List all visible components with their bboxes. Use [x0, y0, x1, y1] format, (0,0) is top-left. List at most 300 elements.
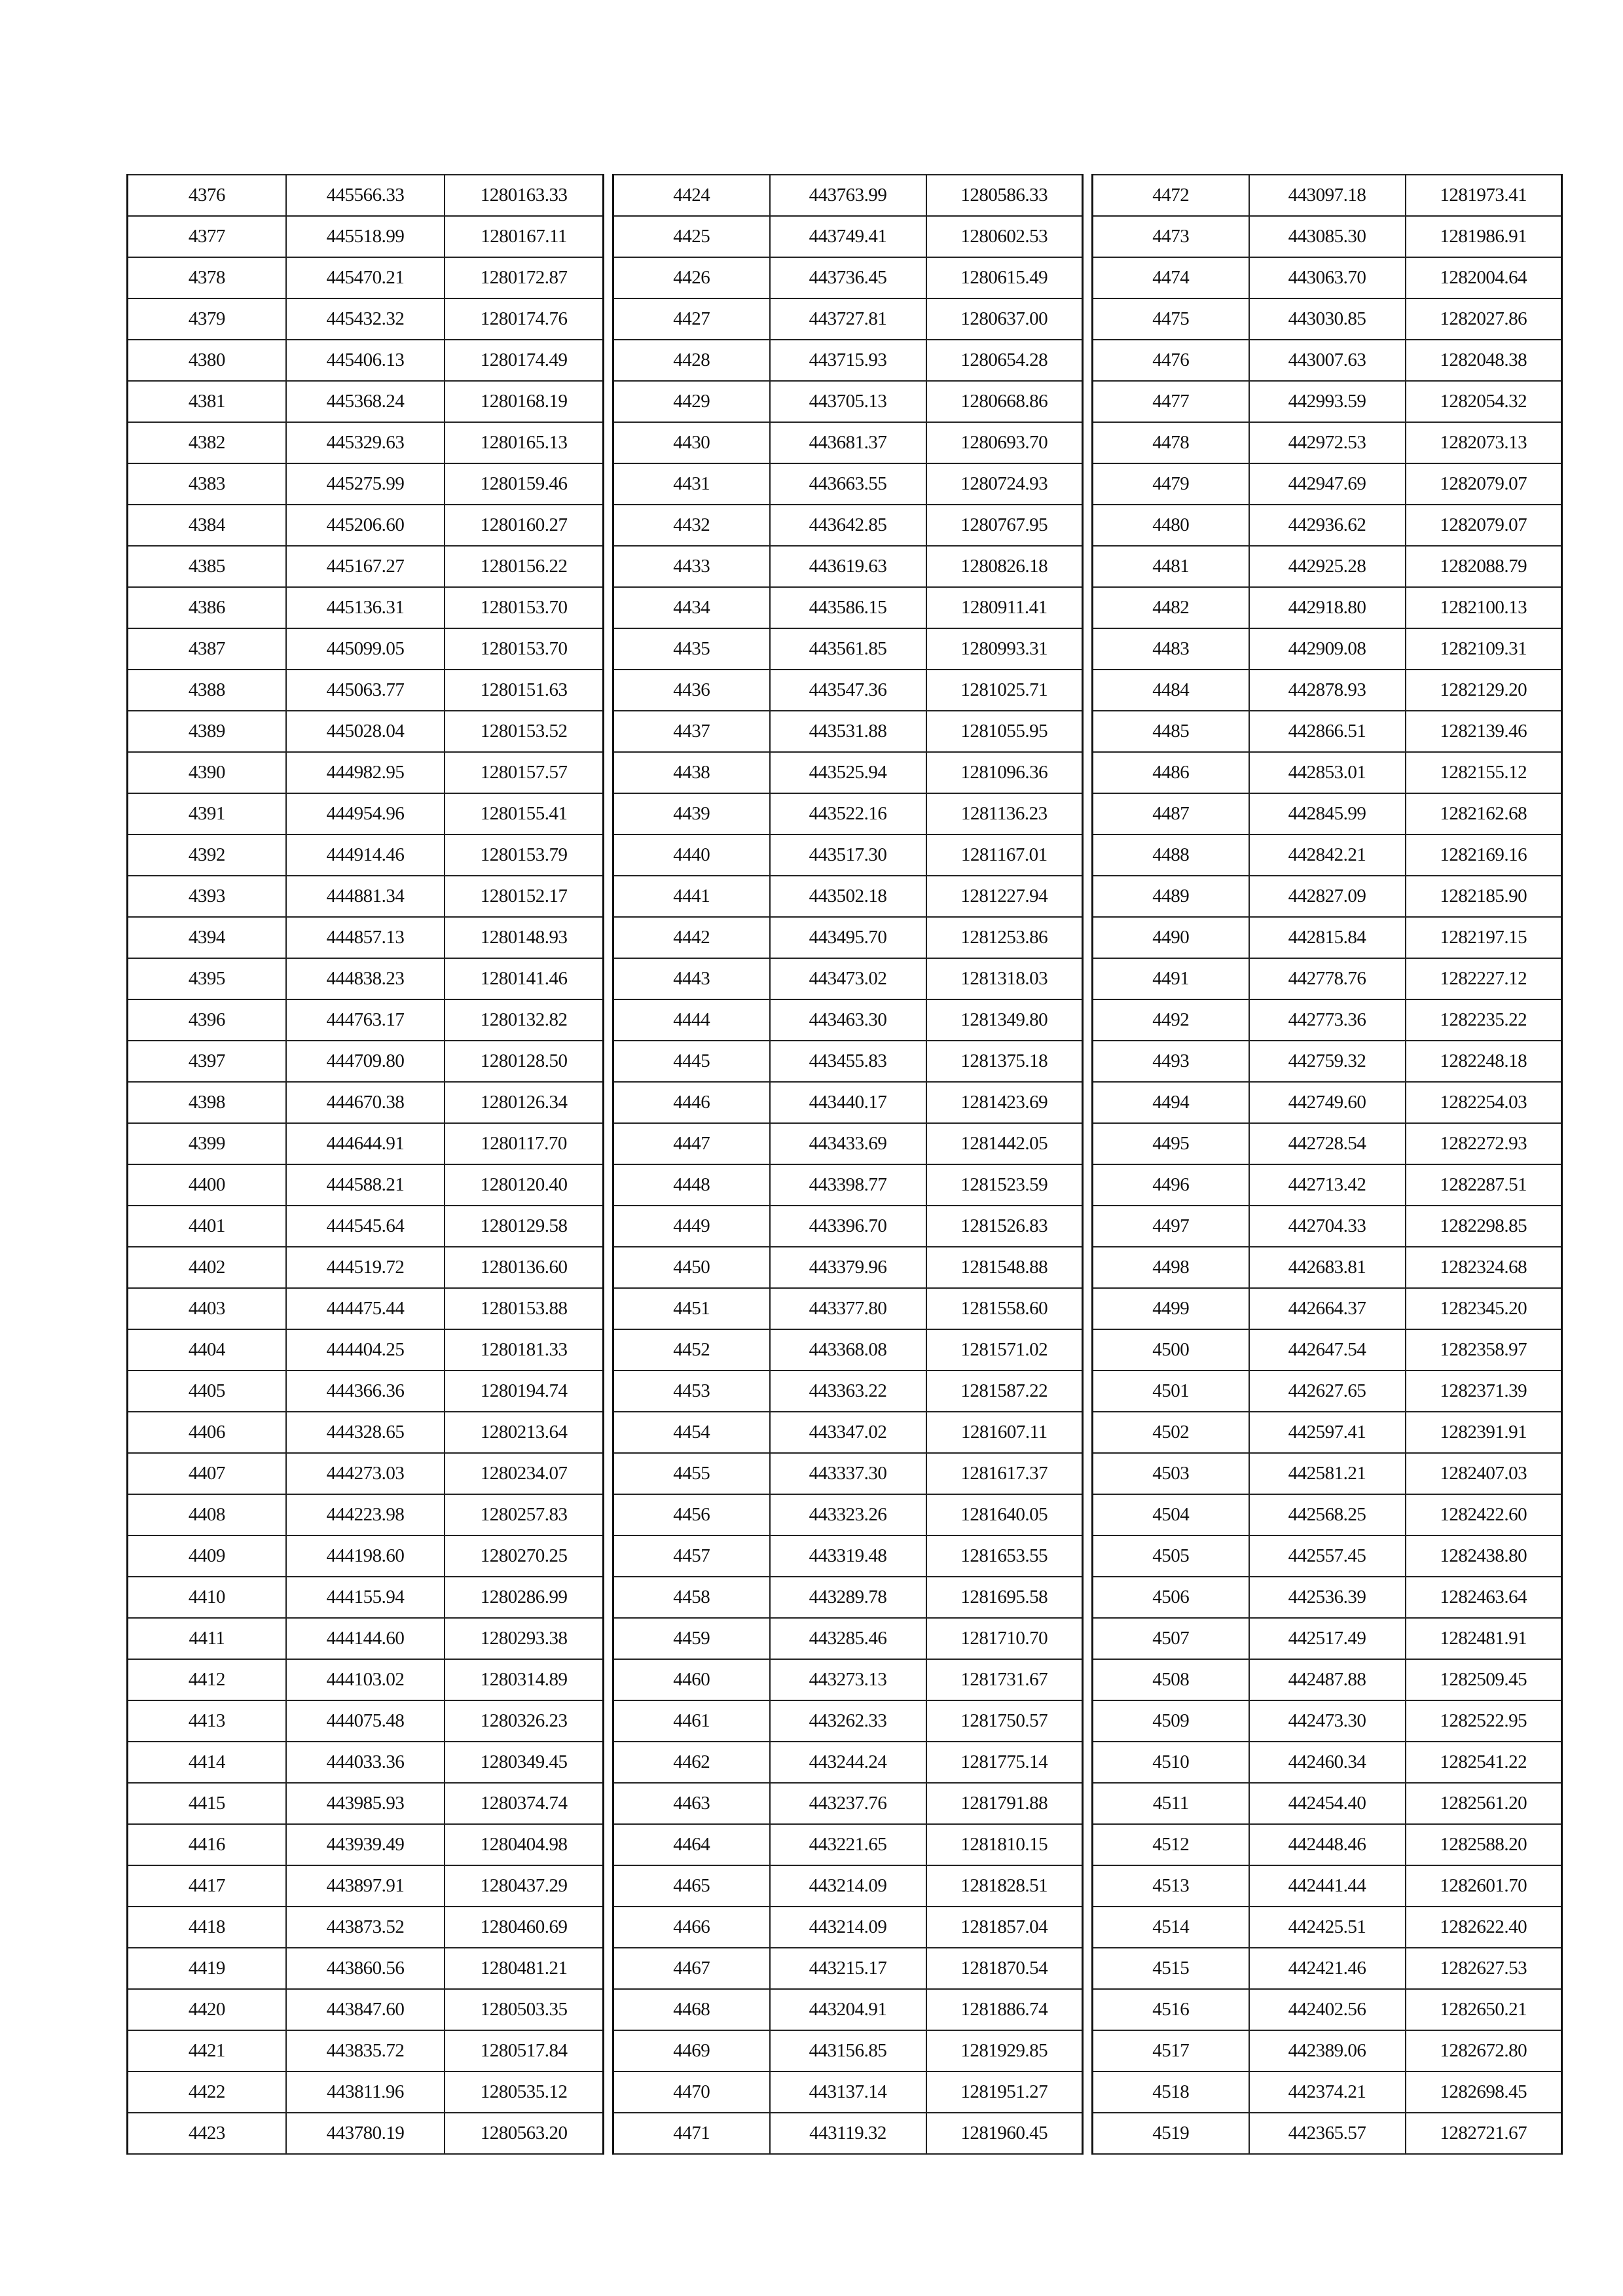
- table-row: [613, 1206, 1083, 1247]
- y-coordinate-cell: 1282407.03: [1406, 1453, 1562, 1494]
- x-coordinate-cell: 443085.30: [1249, 216, 1406, 257]
- table-row: [1093, 2072, 1562, 2113]
- y-coordinate-cell: 1280563.20: [445, 2113, 603, 2154]
- x-coordinate-cell: 443939.49: [286, 1824, 445, 1865]
- point-number-cell: 4508: [1093, 1659, 1249, 1700]
- point-number-cell: 4440: [613, 834, 770, 876]
- y-coordinate-cell: 1282627.53: [1406, 1948, 1562, 1989]
- y-coordinate-cell: 1282561.20: [1406, 1783, 1562, 1824]
- y-coordinate-cell: 1282481.91: [1406, 1618, 1562, 1659]
- x-coordinate-cell: 444670.38: [286, 1082, 445, 1123]
- y-coordinate-cell: 1280270.25: [445, 1535, 603, 1577]
- table-row: [1093, 958, 1562, 999]
- table-row: [613, 505, 1083, 546]
- point-number-cell: 4481: [1093, 546, 1249, 587]
- point-number-cell: 4414: [128, 1742, 286, 1783]
- table-row: [128, 1577, 604, 1618]
- x-coordinate-cell: 443525.94: [770, 752, 926, 793]
- x-coordinate-cell: 444273.03: [286, 1453, 445, 1494]
- table-row: [1093, 381, 1562, 422]
- table-row: [613, 1329, 1083, 1371]
- point-number-cell: 4472: [1093, 175, 1249, 216]
- y-coordinate-cell: 1280213.64: [445, 1412, 603, 1453]
- point-number-cell: 4381: [128, 381, 286, 422]
- point-number-cell: 4396: [128, 999, 286, 1041]
- table-row: [1093, 175, 1562, 216]
- x-coordinate-cell: 445470.21: [286, 257, 445, 298]
- y-coordinate-cell: 1280911.41: [926, 587, 1083, 628]
- y-coordinate-cell: 1281886.74: [926, 1989, 1083, 2030]
- x-coordinate-cell: 443273.13: [770, 1659, 926, 1700]
- point-number-cell: 4403: [128, 1288, 286, 1329]
- x-coordinate-cell: 445063.77: [286, 670, 445, 711]
- point-number-cell: 4484: [1093, 670, 1249, 711]
- y-coordinate-cell: 1280129.58: [445, 1206, 603, 1247]
- x-coordinate-cell: 445566.33: [286, 175, 445, 216]
- table-row: [613, 1577, 1083, 1618]
- y-coordinate-cell: 1281253.86: [926, 917, 1083, 958]
- y-coordinate-cell: 1280767.95: [926, 505, 1083, 546]
- x-coordinate-cell: 443347.02: [770, 1412, 926, 1453]
- table-row: [613, 1907, 1083, 1948]
- point-number-cell: 4439: [613, 793, 770, 834]
- y-coordinate-cell: 1280174.76: [445, 298, 603, 340]
- point-number-cell: 4518: [1093, 2072, 1249, 2113]
- table-row: [128, 340, 604, 381]
- x-coordinate-cell: 443860.56: [286, 1948, 445, 1989]
- point-number-cell: 4489: [1093, 876, 1249, 917]
- point-number-cell: 4467: [613, 1948, 770, 1989]
- y-coordinate-cell: 1281810.15: [926, 1824, 1083, 1865]
- point-number-cell: 4392: [128, 834, 286, 876]
- y-coordinate-cell: 1282169.16: [1406, 834, 1562, 876]
- x-coordinate-cell: 443319.48: [770, 1535, 926, 1577]
- point-number-cell: 4424: [613, 175, 770, 216]
- point-number-cell: 4384: [128, 505, 286, 546]
- y-coordinate-cell: 1281349.80: [926, 999, 1083, 1041]
- x-coordinate-cell: 442925.28: [1249, 546, 1406, 587]
- table-row: [613, 1742, 1083, 1783]
- y-coordinate-cell: 1280152.17: [445, 876, 603, 917]
- table-row: [1093, 463, 1562, 505]
- y-coordinate-cell: 1280535.12: [445, 2072, 603, 2113]
- table-row: [128, 175, 604, 216]
- y-coordinate-cell: 1282155.12: [1406, 752, 1562, 793]
- point-number-cell: 4468: [613, 1989, 770, 2030]
- x-coordinate-cell: 444155.94: [286, 1577, 445, 1618]
- table-row: [128, 1659, 604, 1700]
- point-number-cell: 4517: [1093, 2030, 1249, 2072]
- x-coordinate-cell: 442647.54: [1249, 1329, 1406, 1371]
- x-coordinate-cell: 442536.39: [1249, 1577, 1406, 1618]
- table-row: [613, 1288, 1083, 1329]
- table-row: [128, 1907, 604, 1948]
- point-number-cell: 4471: [613, 2113, 770, 2154]
- point-number-cell: 4492: [1093, 999, 1249, 1041]
- x-coordinate-cell: 443705.13: [770, 381, 926, 422]
- point-number-cell: 4380: [128, 340, 286, 381]
- x-coordinate-cell: 443763.99: [770, 175, 926, 216]
- y-coordinate-cell: 1282509.45: [1406, 1659, 1562, 1700]
- table-row: [1093, 422, 1562, 463]
- table-row: [613, 1164, 1083, 1206]
- x-coordinate-cell: 443780.19: [286, 2113, 445, 2154]
- point-number-cell: 4459: [613, 1618, 770, 1659]
- x-coordinate-cell: 443156.85: [770, 2030, 926, 2072]
- x-coordinate-cell: 444644.91: [286, 1123, 445, 1164]
- y-coordinate-cell: 1282622.40: [1406, 1907, 1562, 1948]
- y-coordinate-cell: 1281750.57: [926, 1700, 1083, 1742]
- y-coordinate-cell: 1281731.67: [926, 1659, 1083, 1700]
- point-number-cell: 4399: [128, 1123, 286, 1164]
- table-row: [613, 216, 1083, 257]
- table-row: [613, 1865, 1083, 1907]
- point-number-cell: 4389: [128, 711, 286, 752]
- y-coordinate-cell: 1280314.89: [445, 1659, 603, 1700]
- y-coordinate-cell: 1282698.45: [1406, 2072, 1562, 2113]
- x-coordinate-cell: 443517.30: [770, 834, 926, 876]
- point-number-cell: 4417: [128, 1865, 286, 1907]
- x-coordinate-cell: 442936.62: [1249, 505, 1406, 546]
- x-coordinate-cell: 442749.60: [1249, 1082, 1406, 1123]
- point-number-cell: 4431: [613, 463, 770, 505]
- y-coordinate-cell: 1280654.28: [926, 340, 1083, 381]
- y-coordinate-cell: 1282027.86: [1406, 298, 1562, 340]
- x-coordinate-cell: 443433.69: [770, 1123, 926, 1164]
- y-coordinate-cell: 1282235.22: [1406, 999, 1562, 1041]
- y-coordinate-cell: 1281775.14: [926, 1742, 1083, 1783]
- table-row: [1093, 1123, 1562, 1164]
- x-coordinate-cell: 444075.48: [286, 1700, 445, 1742]
- y-coordinate-cell: 1280481.21: [445, 1948, 603, 1989]
- x-coordinate-cell: 443663.55: [770, 463, 926, 505]
- y-coordinate-cell: 1281548.88: [926, 1247, 1083, 1288]
- y-coordinate-cell: 1280132.82: [445, 999, 603, 1041]
- point-number-cell: 4505: [1093, 1535, 1249, 1577]
- table-row: [613, 1453, 1083, 1494]
- point-number-cell: 4407: [128, 1453, 286, 1494]
- x-coordinate-cell: 442778.76: [1249, 958, 1406, 999]
- y-coordinate-cell: 1280586.33: [926, 175, 1083, 216]
- table-row: [1093, 1618, 1562, 1659]
- y-coordinate-cell: 1281055.95: [926, 711, 1083, 752]
- table-row: [1093, 546, 1562, 587]
- point-number-cell: 4494: [1093, 1082, 1249, 1123]
- point-number-cell: 4469: [613, 2030, 770, 2072]
- point-number-cell: 4461: [613, 1700, 770, 1742]
- point-number-cell: 4427: [613, 298, 770, 340]
- point-number-cell: 4455: [613, 1453, 770, 1494]
- x-coordinate-cell: 444588.21: [286, 1164, 445, 1206]
- x-coordinate-cell: 442972.53: [1249, 422, 1406, 463]
- y-coordinate-cell: 1280141.46: [445, 958, 603, 999]
- point-number-cell: 4445: [613, 1041, 770, 1082]
- y-coordinate-cell: 1280126.34: [445, 1082, 603, 1123]
- table-row: [1093, 216, 1562, 257]
- table-row: [128, 834, 604, 876]
- x-coordinate-cell: 444366.36: [286, 1371, 445, 1412]
- x-coordinate-cell: 443440.17: [770, 1082, 926, 1123]
- table-row: [1093, 1164, 1562, 1206]
- x-coordinate-cell: 442627.65: [1249, 1371, 1406, 1412]
- y-coordinate-cell: 1281791.88: [926, 1783, 1083, 1824]
- point-number-cell: 4488: [1093, 834, 1249, 876]
- y-coordinate-cell: 1282004.64: [1406, 257, 1562, 298]
- x-coordinate-cell: 444982.95: [286, 752, 445, 793]
- point-number-cell: 4497: [1093, 1206, 1249, 1247]
- table-row: [1093, 1453, 1562, 1494]
- table-row: [613, 381, 1083, 422]
- y-coordinate-cell: 1281617.37: [926, 1453, 1083, 1494]
- point-number-cell: 4382: [128, 422, 286, 463]
- x-coordinate-cell: 442441.44: [1249, 1865, 1406, 1907]
- point-number-cell: 4420: [128, 1989, 286, 2030]
- point-number-cell: 4406: [128, 1412, 286, 1453]
- x-coordinate-cell: 444709.80: [286, 1041, 445, 1082]
- x-coordinate-cell: 442454.40: [1249, 1783, 1406, 1824]
- y-coordinate-cell: 1280234.07: [445, 1453, 603, 1494]
- y-coordinate-cell: 1281136.23: [926, 793, 1083, 834]
- table-row: [128, 876, 604, 917]
- y-coordinate-cell: 1280293.38: [445, 1618, 603, 1659]
- table-row: [128, 1123, 604, 1164]
- x-coordinate-cell: 443642.85: [770, 505, 926, 546]
- point-number-cell: 4503: [1093, 1453, 1249, 1494]
- point-number-cell: 4418: [128, 1907, 286, 1948]
- x-coordinate-cell: 443531.88: [770, 711, 926, 752]
- x-coordinate-cell: 442759.32: [1249, 1041, 1406, 1082]
- x-coordinate-cell: 443847.60: [286, 1989, 445, 2030]
- x-coordinate-cell: 445136.31: [286, 587, 445, 628]
- x-coordinate-cell: 443214.09: [770, 1907, 926, 1948]
- table-row: [1093, 752, 1562, 793]
- table-row: [128, 1371, 604, 1412]
- point-number-cell: 4386: [128, 587, 286, 628]
- y-coordinate-cell: 1280826.18: [926, 546, 1083, 587]
- x-coordinate-cell: 444328.65: [286, 1412, 445, 1453]
- y-coordinate-cell: 1280326.23: [445, 1700, 603, 1742]
- table-row: [128, 1288, 604, 1329]
- y-coordinate-cell: 1282463.64: [1406, 1577, 1562, 1618]
- x-coordinate-cell: 444519.72: [286, 1247, 445, 1288]
- x-coordinate-cell: 442402.56: [1249, 1989, 1406, 2030]
- x-coordinate-cell: 445206.60: [286, 505, 445, 546]
- y-coordinate-cell: 1281025.71: [926, 670, 1083, 711]
- point-number-cell: 4450: [613, 1247, 770, 1288]
- y-coordinate-cell: 1282079.07: [1406, 505, 1562, 546]
- y-coordinate-cell: 1282162.68: [1406, 793, 1562, 834]
- coordinate-table: [126, 174, 604, 2155]
- x-coordinate-cell: 444223.98: [286, 1494, 445, 1535]
- x-coordinate-cell: 443244.24: [770, 1742, 926, 1783]
- point-number-cell: 4436: [613, 670, 770, 711]
- point-number-cell: 4401: [128, 1206, 286, 1247]
- table-row: [613, 1371, 1083, 1412]
- table-row: [613, 1535, 1083, 1577]
- point-number-cell: 4500: [1093, 1329, 1249, 1371]
- x-coordinate-cell: 443897.91: [286, 1865, 445, 1907]
- point-number-cell: 4394: [128, 917, 286, 958]
- x-coordinate-cell: 442909.08: [1249, 628, 1406, 670]
- point-number-cell: 4441: [613, 876, 770, 917]
- point-number-cell: 4432: [613, 505, 770, 546]
- table-row: [1093, 1783, 1562, 1824]
- table-row: [128, 1206, 604, 1247]
- y-coordinate-cell: 1281571.02: [926, 1329, 1083, 1371]
- y-coordinate-cell: 1281929.85: [926, 2030, 1083, 2072]
- y-coordinate-cell: 1282522.95: [1406, 1700, 1562, 1742]
- y-coordinate-cell: 1280153.52: [445, 711, 603, 752]
- x-coordinate-cell: 443285.46: [770, 1618, 926, 1659]
- y-coordinate-cell: 1281640.05: [926, 1494, 1083, 1535]
- y-coordinate-cell: 1280668.86: [926, 381, 1083, 422]
- y-coordinate-cell: 1282248.18: [1406, 1041, 1562, 1082]
- point-number-cell: 4453: [613, 1371, 770, 1412]
- table-row: [128, 752, 604, 793]
- point-number-cell: 4458: [613, 1577, 770, 1618]
- point-number-cell: 4464: [613, 1824, 770, 1865]
- y-coordinate-cell: 1282254.03: [1406, 1082, 1562, 1123]
- x-coordinate-cell: 443215.17: [770, 1948, 926, 1989]
- y-coordinate-cell: 1282272.93: [1406, 1123, 1562, 1164]
- x-coordinate-cell: 442460.34: [1249, 1742, 1406, 1783]
- x-coordinate-cell: 442374.21: [1249, 2072, 1406, 2113]
- table-row: [128, 1865, 604, 1907]
- table-row: [1093, 1865, 1562, 1907]
- table-row: [128, 1989, 604, 2030]
- table-row: [128, 2113, 604, 2154]
- table-row: [1093, 1742, 1562, 1783]
- y-coordinate-cell: 1280165.13: [445, 422, 603, 463]
- table-row: [128, 505, 604, 546]
- table-row: [613, 1494, 1083, 1535]
- table-row: [128, 2030, 604, 2072]
- y-coordinate-cell: 1281523.59: [926, 1164, 1083, 1206]
- y-coordinate-cell: 1282048.38: [1406, 340, 1562, 381]
- table-row: [128, 1824, 604, 1865]
- table-row: [613, 1247, 1083, 1288]
- x-coordinate-cell: 442581.21: [1249, 1453, 1406, 1494]
- table-row: [128, 1082, 604, 1123]
- y-coordinate-cell: 1282391.91: [1406, 1412, 1562, 1453]
- table-row: [128, 999, 604, 1041]
- point-number-cell: 4460: [613, 1659, 770, 1700]
- x-coordinate-cell: 442947.69: [1249, 463, 1406, 505]
- point-number-cell: 4498: [1093, 1247, 1249, 1288]
- y-coordinate-cell: 1281951.27: [926, 2072, 1083, 2113]
- x-coordinate-cell: 442683.81: [1249, 1247, 1406, 1288]
- y-coordinate-cell: 1282422.60: [1406, 1494, 1562, 1535]
- x-coordinate-cell: 444838.23: [286, 958, 445, 999]
- point-number-cell: 4434: [613, 587, 770, 628]
- point-number-cell: 4509: [1093, 1700, 1249, 1742]
- y-coordinate-cell: 1280503.35: [445, 1989, 603, 2030]
- x-coordinate-cell: 443561.85: [770, 628, 926, 670]
- y-coordinate-cell: 1280120.40: [445, 1164, 603, 1206]
- table-row: [1093, 1907, 1562, 1948]
- point-number-cell: 4519: [1093, 2113, 1249, 2154]
- x-coordinate-cell: 444144.60: [286, 1618, 445, 1659]
- point-number-cell: 4456: [613, 1494, 770, 1535]
- x-coordinate-cell: 443547.36: [770, 670, 926, 711]
- point-number-cell: 4428: [613, 340, 770, 381]
- y-coordinate-cell: 1280163.33: [445, 175, 603, 216]
- point-number-cell: 4415: [128, 1783, 286, 1824]
- table-row: [613, 670, 1083, 711]
- y-coordinate-cell: 1280286.99: [445, 1577, 603, 1618]
- y-coordinate-cell: 1280460.69: [445, 1907, 603, 1948]
- y-coordinate-cell: 1282073.13: [1406, 422, 1562, 463]
- y-coordinate-cell: 1280136.60: [445, 1247, 603, 1288]
- point-number-cell: 4410: [128, 1577, 286, 1618]
- point-number-cell: 4426: [613, 257, 770, 298]
- table-row: [1093, 876, 1562, 917]
- table-row: [128, 257, 604, 298]
- table-row: [128, 1742, 604, 1783]
- x-coordinate-cell: 443137.14: [770, 2072, 926, 2113]
- x-coordinate-cell: 443368.08: [770, 1329, 926, 1371]
- x-coordinate-cell: 445432.32: [286, 298, 445, 340]
- table-row: [613, 917, 1083, 958]
- table-row: [1093, 1412, 1562, 1453]
- x-coordinate-cell: 443715.93: [770, 340, 926, 381]
- table-block-3: [1091, 174, 1563, 2144]
- point-number-cell: 4376: [128, 175, 286, 216]
- x-coordinate-cell: 443502.18: [770, 876, 926, 917]
- point-number-cell: 4388: [128, 670, 286, 711]
- y-coordinate-cell: 1281973.41: [1406, 175, 1562, 216]
- point-number-cell: 4465: [613, 1865, 770, 1907]
- y-coordinate-cell: 1280168.19: [445, 381, 603, 422]
- y-coordinate-cell: 1281695.58: [926, 1577, 1083, 1618]
- x-coordinate-cell: 445167.27: [286, 546, 445, 587]
- table-row: [128, 381, 604, 422]
- coordinate-table: [1091, 174, 1563, 2155]
- point-number-cell: 4515: [1093, 1948, 1249, 1989]
- point-number-cell: 4430: [613, 422, 770, 463]
- point-number-cell: 4457: [613, 1535, 770, 1577]
- table-row: [1093, 999, 1562, 1041]
- point-number-cell: 4385: [128, 546, 286, 587]
- x-coordinate-cell: 442878.93: [1249, 670, 1406, 711]
- table-row: [128, 1247, 604, 1288]
- point-number-cell: 4425: [613, 216, 770, 257]
- y-coordinate-cell: 1281986.91: [1406, 216, 1562, 257]
- table-row: [128, 1164, 604, 1206]
- table-row: [613, 587, 1083, 628]
- table-row: [613, 1618, 1083, 1659]
- table-row: [128, 216, 604, 257]
- table-row: [1093, 2113, 1562, 2154]
- point-number-cell: 4466: [613, 1907, 770, 1948]
- point-number-cell: 4378: [128, 257, 286, 298]
- point-number-cell: 4478: [1093, 422, 1249, 463]
- table-row: [613, 1948, 1083, 1989]
- point-number-cell: 4490: [1093, 917, 1249, 958]
- x-coordinate-cell: 442473.30: [1249, 1700, 1406, 1742]
- x-coordinate-cell: 442425.51: [1249, 1907, 1406, 1948]
- x-coordinate-cell: 442773.36: [1249, 999, 1406, 1041]
- x-coordinate-cell: 442845.99: [1249, 793, 1406, 834]
- table-row: [613, 1041, 1083, 1082]
- x-coordinate-cell: 443736.45: [770, 257, 926, 298]
- point-number-cell: 4470: [613, 2072, 770, 2113]
- table-row: [128, 1329, 604, 1371]
- point-number-cell: 4423: [128, 2113, 286, 2154]
- table-row: [613, 628, 1083, 670]
- table-row: [1093, 793, 1562, 834]
- point-number-cell: 4421: [128, 2030, 286, 2072]
